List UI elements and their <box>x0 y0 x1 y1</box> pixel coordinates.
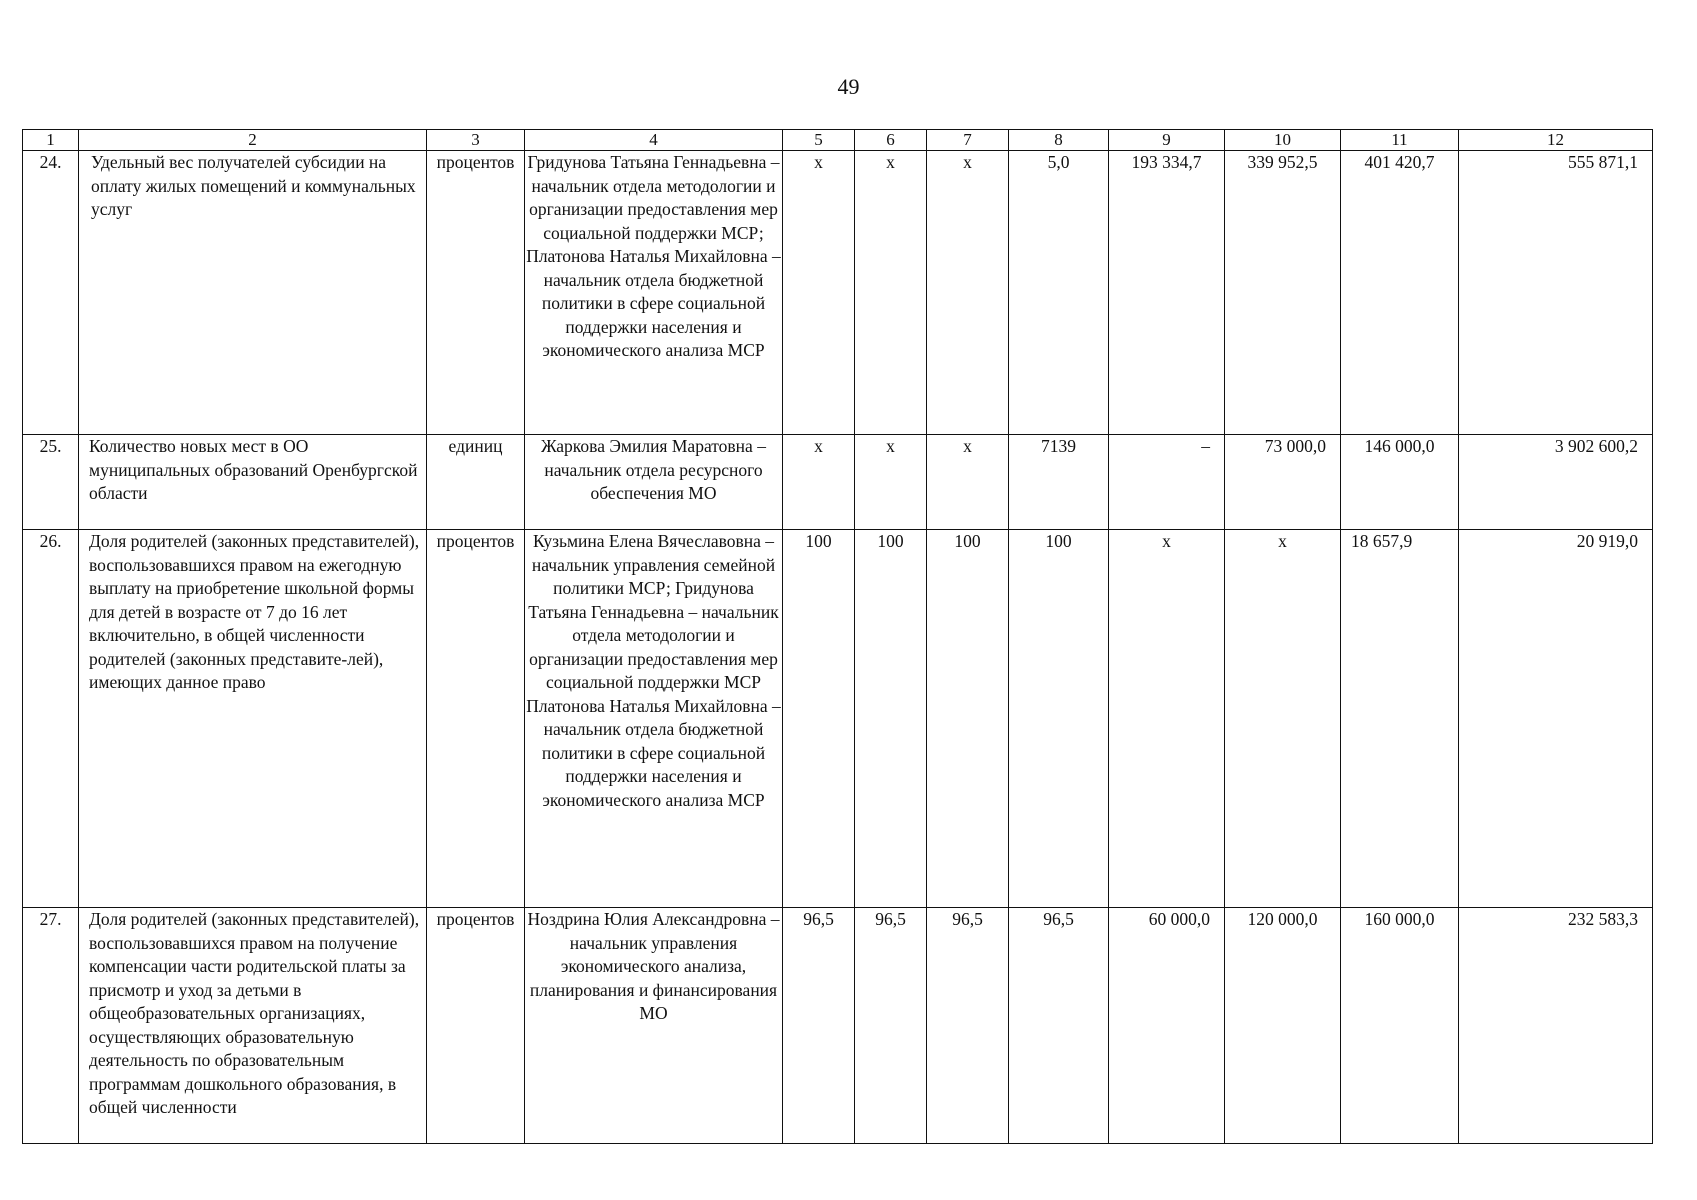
table-row <box>23 530 1653 908</box>
value-cell: 96,5 <box>1009 908 1109 1144</box>
row-number: 27. <box>23 908 79 1144</box>
value-cell: 60 000,0 <box>1109 908 1225 1144</box>
value-cell: 100 <box>1009 530 1109 908</box>
value-cell: 555 871,1 <box>1459 151 1653 435</box>
value-cell: x <box>855 151 927 435</box>
indicator-name: Доля родителей (законных представителей), воспользовавшихся правом на получение компенсации части родительской платы за присмотр и уход за детьми в общеобразовательных организациях, осуществляющих образовательную деятельность по образовательным программам дошкольного образования, в общей численности <box>79 908 427 1144</box>
column-header: 9 <box>1109 130 1225 151</box>
value-cell: x <box>783 151 855 435</box>
column-header: 12 <box>1459 130 1653 151</box>
indicator-name: Доля родителей (законных представителей), воспользовавшихся правом на ежегодную выплату на приобретение школьной формы для детей в возрасте от 7 до 16 лет включительно, в общей численности родителей (законных представите-лей), имеющих данное право <box>79 530 427 908</box>
table-row <box>23 151 1653 435</box>
column-header: 6 <box>855 130 927 151</box>
column-number-row <box>23 130 1653 151</box>
unit-cell: единиц <box>427 435 525 530</box>
table-row <box>23 908 1653 1144</box>
value-cell: 120 000,0 <box>1225 908 1341 1144</box>
responsible-cell: Жаркова Эмилия Маратовна – начальник отдела ресурсного обеспечения МО <box>525 435 783 530</box>
value-cell: x <box>927 151 1009 435</box>
column-header: 2 <box>79 130 427 151</box>
column-header: 8 <box>1009 130 1109 151</box>
value-cell: 73 000,0 <box>1225 435 1341 530</box>
value-cell: 7139 <box>1009 435 1109 530</box>
value-cell: 96,5 <box>855 908 927 1144</box>
value-cell: x <box>855 435 927 530</box>
value-cell: 339 952,5 <box>1225 151 1341 435</box>
value-cell: 5,0 <box>1009 151 1109 435</box>
value-cell: 146 000,0 <box>1341 435 1459 530</box>
value-cell: 3 902 600,2 <box>1459 435 1653 530</box>
value-cell: 100 <box>927 530 1009 908</box>
column-header: 10 <box>1225 130 1341 151</box>
column-header: 1 <box>23 130 79 151</box>
unit-cell: процентов <box>427 530 525 908</box>
value-cell: 100 <box>855 530 927 908</box>
value-cell: 401 420,7 <box>1341 151 1459 435</box>
value-cell: x <box>1109 530 1225 908</box>
value-cell: – <box>1109 435 1225 530</box>
row-number: 25. <box>23 435 79 530</box>
value-cell: 96,5 <box>783 908 855 1144</box>
column-header: 11 <box>1341 130 1459 151</box>
value-cell: x <box>927 435 1009 530</box>
column-header: 7 <box>927 130 1009 151</box>
value-cell: x <box>783 435 855 530</box>
value-cell: 96,5 <box>927 908 1009 1144</box>
unit-cell: процентов <box>427 908 525 1144</box>
column-header: 3 <box>427 130 525 151</box>
responsible-cell: Кузьмина Елена Вячеславовна – начальник управления семейной политики МСР; Гридунова Татьяна Геннадьевна – начальник отдела методологии и организации предоставления мер социальной поддержки МСР Платонова Наталья Михайловна – начальник отдела бюджетной политики в сфере социальной поддержки населения и экономического анализа МСР <box>525 530 783 908</box>
responsible-cell: Гридунова Татьяна Геннадьевна – начальник отдела методологии и организации предоставления мер социальной поддержки МСР; Платонова Наталья Михайловна – начальник отдела бюджетной политики в сфере социальной поддержки населения и экономического анализа МСР <box>525 151 783 435</box>
unit-cell: процентов <box>427 151 525 435</box>
row-number: 26. <box>23 530 79 908</box>
row-number: 24. <box>23 151 79 435</box>
value-cell: 193 334,7 <box>1109 151 1225 435</box>
value-cell: 20 919,0 <box>1459 530 1653 908</box>
table-row <box>23 435 1653 530</box>
indicator-name: Количество новых мест в ОО муниципальных образований Оренбургской области <box>79 435 427 530</box>
page-number: 49 <box>837 74 860 99</box>
indicator-name: Удельный вес получателей субсидии на оплату жилых помещений и коммунальных услуг <box>79 151 427 435</box>
value-cell: 18 657,9 <box>1341 530 1459 908</box>
column-header: 5 <box>783 130 855 151</box>
value-cell: 232 583,3 <box>1459 908 1653 1144</box>
column-header: 4 <box>525 130 783 151</box>
indicators-table <box>22 129 1653 1144</box>
value-cell: 160 000,0 <box>1341 908 1459 1144</box>
responsible-cell: Ноздрина Юлия Александровна – начальник управления экономического анализа, планирования и финансирования МО <box>525 908 783 1144</box>
value-cell: 100 <box>783 530 855 908</box>
value-cell: x <box>1225 530 1341 908</box>
